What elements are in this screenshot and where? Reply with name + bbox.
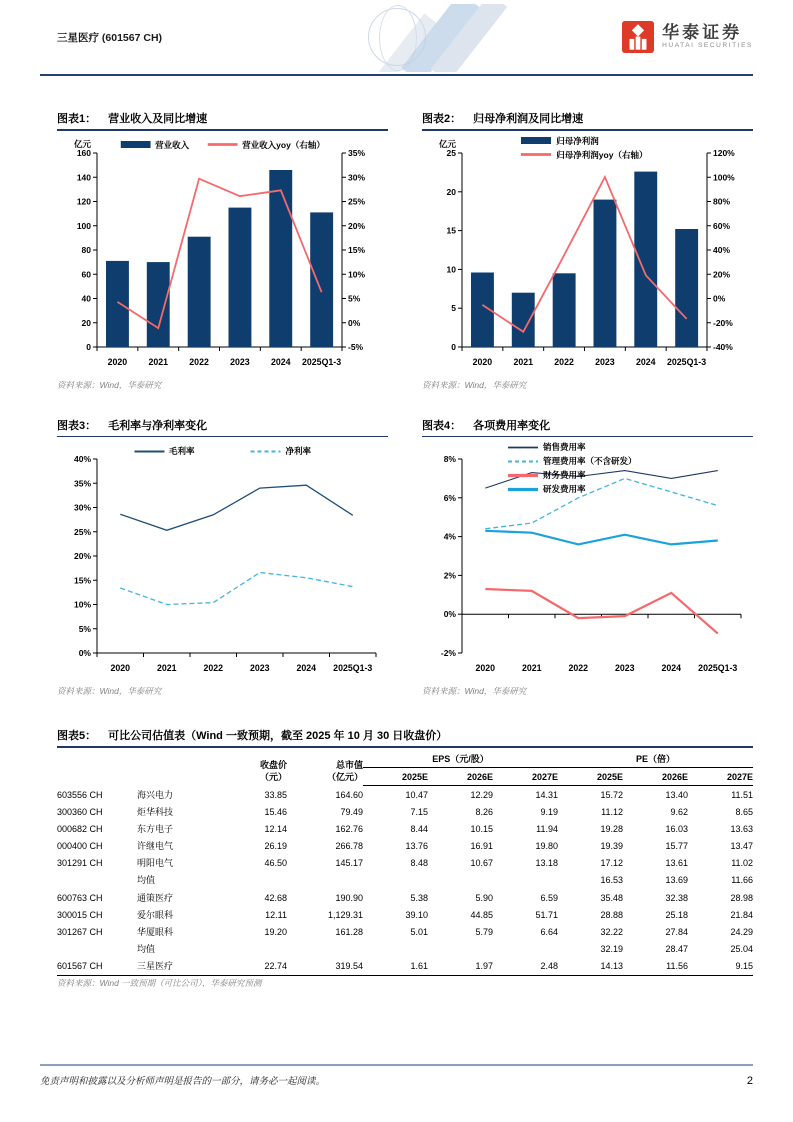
svg-text:30%: 30% bbox=[348, 171, 366, 182]
table-row bbox=[57, 941, 753, 958]
valuation-table bbox=[57, 750, 753, 976]
cell-value: 26.19 bbox=[264, 841, 287, 852]
cell-value: 12.14 bbox=[264, 824, 287, 835]
svg-text:15%: 15% bbox=[73, 575, 91, 586]
cell-code: 300360 CH bbox=[57, 806, 103, 817]
chart-canvas bbox=[422, 135, 753, 373]
cell-value: 25.04 bbox=[730, 944, 754, 955]
svg-text:2025Q1-3: 2025Q1-3 bbox=[667, 356, 707, 367]
cell-value bbox=[287, 941, 363, 958]
cell-value: 24.29 bbox=[730, 926, 754, 937]
table-row bbox=[57, 923, 753, 940]
chart-legend bbox=[134, 445, 311, 457]
svg-text:80: 80 bbox=[81, 244, 91, 255]
cell-value: 266.78 bbox=[335, 841, 363, 852]
svg-text:25: 25 bbox=[446, 147, 456, 158]
cell-value: 145.17 bbox=[335, 858, 363, 869]
chart-canvas bbox=[57, 135, 388, 373]
legend-line-swatch-icon bbox=[508, 443, 538, 452]
cell-value: 19.39 bbox=[600, 841, 624, 852]
cell-company: 均值 bbox=[137, 875, 156, 886]
cell-value: 27.84 bbox=[665, 926, 689, 937]
cell-value: 162.76 bbox=[335, 824, 363, 835]
figure-3 bbox=[57, 417, 388, 698]
figure-source: 资料来源：Wind，华泰研究 bbox=[422, 686, 527, 696]
cell-company: 海兴电力 bbox=[137, 789, 174, 800]
legend-label: 研发费用率 bbox=[543, 484, 586, 494]
cell-value: 19.20 bbox=[264, 926, 287, 937]
svg-text:0%: 0% bbox=[713, 293, 726, 303]
cell-value: 39.10 bbox=[405, 909, 428, 920]
cell-value: 8.44 bbox=[410, 824, 428, 835]
svg-text:2021: 2021 bbox=[148, 356, 169, 367]
svg-text:120%: 120% bbox=[713, 147, 735, 158]
figure-title bbox=[57, 727, 753, 743]
cell-value: 11.12 bbox=[601, 806, 624, 817]
svg-text:2022: 2022 bbox=[189, 356, 209, 367]
cell-value: 19.28 bbox=[600, 824, 624, 835]
svg-text:2022: 2022 bbox=[554, 356, 574, 367]
divider bbox=[57, 746, 753, 748]
cell-code: 603556 CH bbox=[57, 789, 103, 800]
cell-value: 22.74 bbox=[229, 958, 287, 976]
figure-title-text: 毛利率与净利率变化 bbox=[108, 419, 208, 432]
svg-text:0%: 0% bbox=[443, 609, 456, 620]
cell-value: 19.80 bbox=[535, 841, 559, 852]
cell-value: 16.53 bbox=[600, 875, 624, 886]
cell-company: 明阳电气 bbox=[137, 858, 174, 869]
cell-value: 15.46 bbox=[264, 806, 287, 817]
brand-text bbox=[662, 24, 753, 50]
cell-value bbox=[493, 941, 558, 958]
header-pe-group: PE（倍） bbox=[558, 750, 753, 768]
table-header bbox=[57, 750, 753, 786]
svg-text:40%: 40% bbox=[713, 244, 731, 255]
svg-text:-40%: -40% bbox=[713, 341, 733, 352]
cell-value: 1,129.31 bbox=[327, 909, 363, 920]
cell-value: 16.91 bbox=[470, 841, 493, 852]
cell-company: 均值 bbox=[137, 944, 156, 955]
header-year: 2025E bbox=[363, 768, 428, 786]
svg-text:2023: 2023 bbox=[595, 356, 615, 367]
svg-text:20%: 20% bbox=[713, 268, 731, 279]
cell-value: 13.63 bbox=[730, 824, 754, 835]
cell-value: 190.90 bbox=[335, 892, 363, 903]
cell-value: 13.18 bbox=[535, 858, 559, 869]
cell-company: 华厦眼科 bbox=[137, 926, 174, 937]
svg-text:-5%: -5% bbox=[348, 341, 364, 352]
huatai-logo bbox=[622, 21, 753, 53]
cell-value: 9.15 bbox=[688, 958, 753, 976]
cell-value: 12.29 bbox=[470, 789, 493, 800]
svg-text:20: 20 bbox=[446, 186, 456, 197]
cell-value: 164.60 bbox=[335, 789, 363, 800]
svg-text:2021: 2021 bbox=[521, 663, 542, 673]
cell-value: 10.47 bbox=[405, 789, 428, 800]
legend-label: 销售费用率 bbox=[543, 442, 586, 452]
cell-value: 14.31 bbox=[535, 789, 559, 800]
cell-value: 5.90 bbox=[475, 892, 493, 903]
cell-value: 44.85 bbox=[470, 909, 493, 920]
table-row bbox=[57, 906, 753, 923]
huatai-logo-mark-icon bbox=[622, 21, 654, 53]
cell-code: 600763 CH bbox=[57, 892, 103, 903]
svg-text:120: 120 bbox=[76, 196, 91, 206]
cell-value: 32.38 bbox=[665, 892, 689, 903]
cell-value: 28.47 bbox=[665, 944, 689, 955]
figure-source: 资料来源：Wind，华泰研究 bbox=[422, 379, 527, 390]
cell-value: 13.47 bbox=[730, 841, 754, 852]
cell-value bbox=[493, 872, 558, 889]
svg-text:2023: 2023 bbox=[230, 356, 250, 367]
brand-subtitle: HUATAI SECURITIES bbox=[662, 42, 753, 50]
cell-value: 1.97 bbox=[428, 958, 493, 976]
figure-label: 图表1： bbox=[57, 113, 97, 125]
cell-value: 11.94 bbox=[536, 824, 559, 835]
table-row bbox=[57, 889, 753, 906]
table-body bbox=[57, 786, 753, 976]
table-row bbox=[57, 838, 753, 855]
cell-value: 7.15 bbox=[410, 806, 428, 817]
cell-code bbox=[57, 872, 137, 889]
legend-label: 毛利率 bbox=[168, 446, 195, 456]
svg-text:0%: 0% bbox=[78, 648, 91, 658]
cell-value: 8.48 bbox=[410, 858, 428, 869]
svg-text:60%: 60% bbox=[713, 220, 731, 231]
cell-value: 2.48 bbox=[493, 958, 558, 976]
legend-item bbox=[134, 445, 195, 457]
figure-label: 图表4： bbox=[422, 419, 462, 432]
cell-code: 301291 CH bbox=[57, 858, 103, 869]
figure-title bbox=[422, 417, 753, 433]
legend-item bbox=[508, 483, 586, 495]
cell-company: 三星医疗 bbox=[137, 958, 229, 976]
figure-title-text: 归母净利润及同比增速 bbox=[473, 113, 584, 125]
legend-line-swatch-icon bbox=[521, 150, 551, 159]
svg-text:15: 15 bbox=[446, 225, 456, 236]
table-row bbox=[57, 872, 753, 889]
svg-text:2020: 2020 bbox=[472, 356, 493, 367]
svg-text:2025Q1-3: 2025Q1-3 bbox=[698, 663, 738, 673]
cell-company: 炬华科技 bbox=[137, 806, 174, 817]
cell-code: 601567 CH bbox=[57, 958, 137, 976]
svg-text:100%: 100% bbox=[713, 171, 735, 182]
cell-value: 5.79 bbox=[475, 926, 493, 937]
legend-label: 净利率 bbox=[285, 446, 312, 456]
cell-value: 1.61 bbox=[363, 958, 428, 976]
cell-value: 13.40 bbox=[665, 789, 689, 800]
svg-text:2025Q1-3: 2025Q1-3 bbox=[333, 663, 373, 673]
cell-value: 35.48 bbox=[600, 892, 624, 903]
figure-4 bbox=[422, 417, 753, 698]
svg-text:5: 5 bbox=[451, 302, 456, 313]
legend-item bbox=[508, 469, 586, 481]
cell-value: 15.72 bbox=[600, 789, 624, 800]
svg-text:2023: 2023 bbox=[614, 663, 635, 673]
svg-text:亿元: 亿元 bbox=[438, 138, 456, 149]
svg-text:35%: 35% bbox=[348, 147, 366, 158]
legend-line-swatch-icon bbox=[508, 485, 538, 494]
svg-text:10%: 10% bbox=[73, 599, 91, 610]
svg-text:100: 100 bbox=[76, 220, 91, 231]
figure-source: 资料来源：Wind，华泰研究 bbox=[57, 686, 162, 696]
cell-value: 13.61 bbox=[665, 858, 689, 869]
svg-text:2023: 2023 bbox=[249, 663, 270, 673]
svg-text:2%: 2% bbox=[443, 570, 456, 581]
figure-source: 资料来源：Wind，华泰研究 bbox=[57, 379, 162, 390]
chart-area bbox=[422, 441, 753, 684]
cell-code: 000400 CH bbox=[57, 841, 103, 852]
legend-item bbox=[508, 455, 637, 467]
table-row bbox=[57, 855, 753, 872]
svg-text:20%: 20% bbox=[73, 551, 91, 561]
svg-text:2024: 2024 bbox=[270, 356, 291, 367]
figure-2 bbox=[422, 110, 753, 391]
legend-item bbox=[120, 139, 189, 151]
cell-code bbox=[57, 941, 137, 958]
header-year: 2026E bbox=[428, 768, 493, 786]
svg-text:5%: 5% bbox=[78, 623, 91, 634]
figure-title bbox=[422, 110, 753, 126]
table-row bbox=[57, 958, 753, 976]
figure-label: 图表2： bbox=[422, 113, 462, 125]
cell-value: 28.98 bbox=[730, 892, 754, 903]
watermark-graphic bbox=[310, 4, 550, 72]
cell-value bbox=[428, 872, 493, 889]
cell-value: 14.13 bbox=[558, 958, 623, 976]
legend-label: 营业收入 bbox=[155, 139, 190, 150]
cell-value: 16.03 bbox=[665, 824, 689, 835]
header-mcap: 总市值 （亿元） bbox=[326, 760, 363, 783]
cell-value: 161.28 bbox=[335, 926, 363, 937]
doc-title: 三星医疗 (601567 CH) bbox=[57, 31, 163, 44]
legend-item bbox=[251, 445, 312, 457]
chart-area bbox=[57, 135, 388, 378]
svg-text:2020: 2020 bbox=[107, 356, 128, 367]
legend-label: 归母净利润yoy（右轴） bbox=[556, 149, 648, 160]
cell-value bbox=[229, 941, 287, 958]
cell-value: 28.88 bbox=[600, 909, 624, 920]
svg-text:2022: 2022 bbox=[568, 663, 589, 673]
figure-title-text: 各项费用率变化 bbox=[473, 419, 551, 432]
svg-text:2024: 2024 bbox=[661, 663, 682, 673]
svg-text:40: 40 bbox=[81, 293, 91, 303]
header-year: 2027E bbox=[493, 768, 558, 786]
header-year: 2027E bbox=[688, 768, 753, 786]
cell-value: 10.67 bbox=[470, 858, 493, 869]
page-footer bbox=[40, 1064, 753, 1087]
divider bbox=[422, 129, 753, 131]
cell-company: 许继电气 bbox=[137, 841, 174, 852]
legend-item bbox=[521, 135, 599, 147]
svg-text:6%: 6% bbox=[443, 492, 456, 503]
cell-value: 25.18 bbox=[665, 909, 689, 920]
figure-title bbox=[57, 110, 388, 126]
legend-item bbox=[207, 139, 325, 151]
chart-legend bbox=[120, 139, 325, 151]
cell-value: 42.68 bbox=[264, 892, 287, 903]
cell-value: 32.22 bbox=[600, 926, 624, 937]
cell-value: 11.66 bbox=[731, 875, 754, 886]
cell-value: 5.38 bbox=[410, 892, 428, 903]
cell-value: 79.49 bbox=[340, 806, 363, 817]
chart-area bbox=[422, 135, 753, 378]
figure-source: 资料来源：Wind 一致预期（可比公司），华泰研究预测 bbox=[57, 977, 262, 988]
figure-1 bbox=[57, 110, 388, 391]
cell-value: 11.51 bbox=[731, 789, 754, 800]
svg-text:25%: 25% bbox=[348, 196, 366, 206]
svg-text:5%: 5% bbox=[348, 293, 361, 303]
chart-legend bbox=[508, 441, 637, 495]
legend-line-swatch-icon bbox=[207, 140, 237, 149]
legend-label: 营业收入yoy（右轴） bbox=[242, 139, 325, 150]
divider bbox=[57, 436, 388, 438]
table-row bbox=[57, 821, 753, 838]
cell-value: 11.02 bbox=[731, 858, 754, 869]
cell-value: 8.26 bbox=[475, 806, 493, 817]
cell-value: 12.11 bbox=[265, 909, 287, 920]
svg-text:2020: 2020 bbox=[110, 663, 131, 673]
cell-value: 21.84 bbox=[730, 909, 754, 920]
svg-text:20: 20 bbox=[81, 317, 91, 328]
header-year: 2026E bbox=[623, 768, 688, 786]
svg-text:35%: 35% bbox=[73, 478, 91, 489]
svg-text:4%: 4% bbox=[443, 531, 456, 542]
svg-text:亿元: 亿元 bbox=[73, 138, 91, 149]
cell-value: 6.59 bbox=[540, 892, 559, 903]
cell-value: 17.12 bbox=[600, 858, 624, 869]
cell-value: 5.01 bbox=[410, 926, 428, 937]
cell-code: 000682 CH bbox=[57, 824, 103, 835]
svg-text:10%: 10% bbox=[348, 268, 366, 279]
table-row bbox=[57, 803, 753, 820]
header-year: 2025E bbox=[558, 768, 623, 786]
legend-item bbox=[521, 149, 647, 161]
cell-code: 300015 CH bbox=[57, 909, 103, 920]
cell-value: 46.50 bbox=[264, 858, 287, 869]
cell-value bbox=[363, 941, 428, 958]
chart-legend bbox=[521, 135, 647, 161]
figure-label: 图表5： bbox=[57, 730, 97, 742]
svg-text:0: 0 bbox=[451, 341, 456, 352]
legend-line-swatch-icon bbox=[251, 447, 281, 456]
cell-value: 32.19 bbox=[600, 944, 624, 955]
svg-text:80%: 80% bbox=[713, 196, 731, 206]
header-blank bbox=[57, 750, 229, 786]
legend-line-swatch-icon bbox=[134, 447, 164, 456]
svg-text:-2%: -2% bbox=[440, 648, 456, 658]
svg-text:2024: 2024 bbox=[296, 663, 317, 673]
divider bbox=[57, 129, 388, 131]
svg-text:8%: 8% bbox=[443, 454, 456, 464]
cell-value bbox=[428, 941, 493, 958]
svg-text:-20%: -20% bbox=[713, 317, 733, 328]
cell-company: 东方电子 bbox=[137, 824, 174, 835]
cell-value: 9.62 bbox=[670, 806, 689, 817]
svg-text:160: 160 bbox=[76, 147, 91, 158]
chart-area bbox=[57, 441, 388, 684]
figure-label: 图表3： bbox=[57, 419, 97, 432]
divider bbox=[422, 436, 753, 438]
svg-text:15%: 15% bbox=[348, 244, 366, 255]
figure-row-2 bbox=[57, 417, 753, 698]
svg-text:40%: 40% bbox=[73, 454, 91, 464]
chart-canvas bbox=[57, 441, 388, 679]
cell-value: 13.69 bbox=[665, 875, 689, 886]
cell-value: 15.77 bbox=[665, 841, 689, 852]
legend-label: 管理费用率（不含研发） bbox=[543, 456, 637, 466]
header-price: 收盘价 （元） bbox=[259, 760, 287, 783]
cell-value bbox=[229, 872, 287, 889]
cell-value bbox=[287, 872, 363, 889]
svg-text:2021: 2021 bbox=[156, 663, 177, 673]
svg-text:140: 140 bbox=[76, 171, 91, 182]
figure-5 bbox=[57, 727, 753, 989]
cell-value: 33.85 bbox=[264, 789, 287, 800]
figure-title-text: 营业收入及同比增速 bbox=[108, 113, 208, 125]
figure-title-text: 可比公司估值表（Wind 一致预期，截至 2025 年 10 月 30 日收盘价） bbox=[108, 730, 448, 742]
legend-bar-swatch-icon bbox=[120, 140, 150, 149]
cell-value: 10.15 bbox=[470, 824, 493, 835]
cell-value: 6.64 bbox=[540, 926, 559, 937]
page-header bbox=[40, 0, 753, 76]
legend-line-swatch-icon bbox=[508, 471, 538, 480]
legend-label: 归母净利润 bbox=[556, 135, 599, 146]
header-eps-group: EPS（元/股） bbox=[363, 750, 558, 768]
legend-label: 财务费用率 bbox=[543, 470, 586, 480]
svg-text:25%: 25% bbox=[73, 526, 91, 537]
svg-text:0%: 0% bbox=[348, 317, 361, 328]
disclaimer-text: 免责声明和披露以及分析师声明是报告的一部分，请务必一起阅读。 bbox=[40, 1076, 326, 1087]
cell-value bbox=[363, 872, 428, 889]
svg-text:20%: 20% bbox=[348, 220, 366, 231]
svg-text:0: 0 bbox=[86, 341, 91, 352]
brand-name: 华泰证券 bbox=[662, 23, 743, 43]
svg-text:2020: 2020 bbox=[475, 663, 496, 673]
svg-text:10: 10 bbox=[446, 263, 456, 274]
svg-text:2025Q1-3: 2025Q1-3 bbox=[302, 356, 342, 367]
cell-value: 9.19 bbox=[540, 806, 559, 817]
cell-value: 319.54 bbox=[287, 958, 363, 976]
table-row bbox=[57, 786, 753, 804]
cell-company: 爱尔眼科 bbox=[137, 909, 174, 920]
figure-row-1 bbox=[57, 110, 753, 391]
legend-item bbox=[508, 441, 586, 453]
cell-company: 通策医疗 bbox=[137, 892, 174, 903]
svg-text:2021: 2021 bbox=[513, 356, 534, 367]
cell-value: 13.76 bbox=[405, 841, 428, 852]
cell-value: 51.71 bbox=[535, 909, 559, 920]
svg-text:2022: 2022 bbox=[203, 663, 224, 673]
page-number: 2 bbox=[746, 1075, 753, 1087]
svg-text:30%: 30% bbox=[73, 502, 91, 513]
legend-line-swatch-icon bbox=[508, 457, 538, 466]
cell-code: 301267 CH bbox=[57, 926, 103, 937]
cell-value: 11.56 bbox=[623, 958, 688, 976]
cell-value: 8.65 bbox=[735, 806, 754, 817]
svg-text:60: 60 bbox=[81, 268, 91, 279]
legend-bar-swatch-icon bbox=[521, 136, 551, 145]
svg-text:2024: 2024 bbox=[635, 356, 656, 367]
figure-title bbox=[57, 417, 388, 433]
